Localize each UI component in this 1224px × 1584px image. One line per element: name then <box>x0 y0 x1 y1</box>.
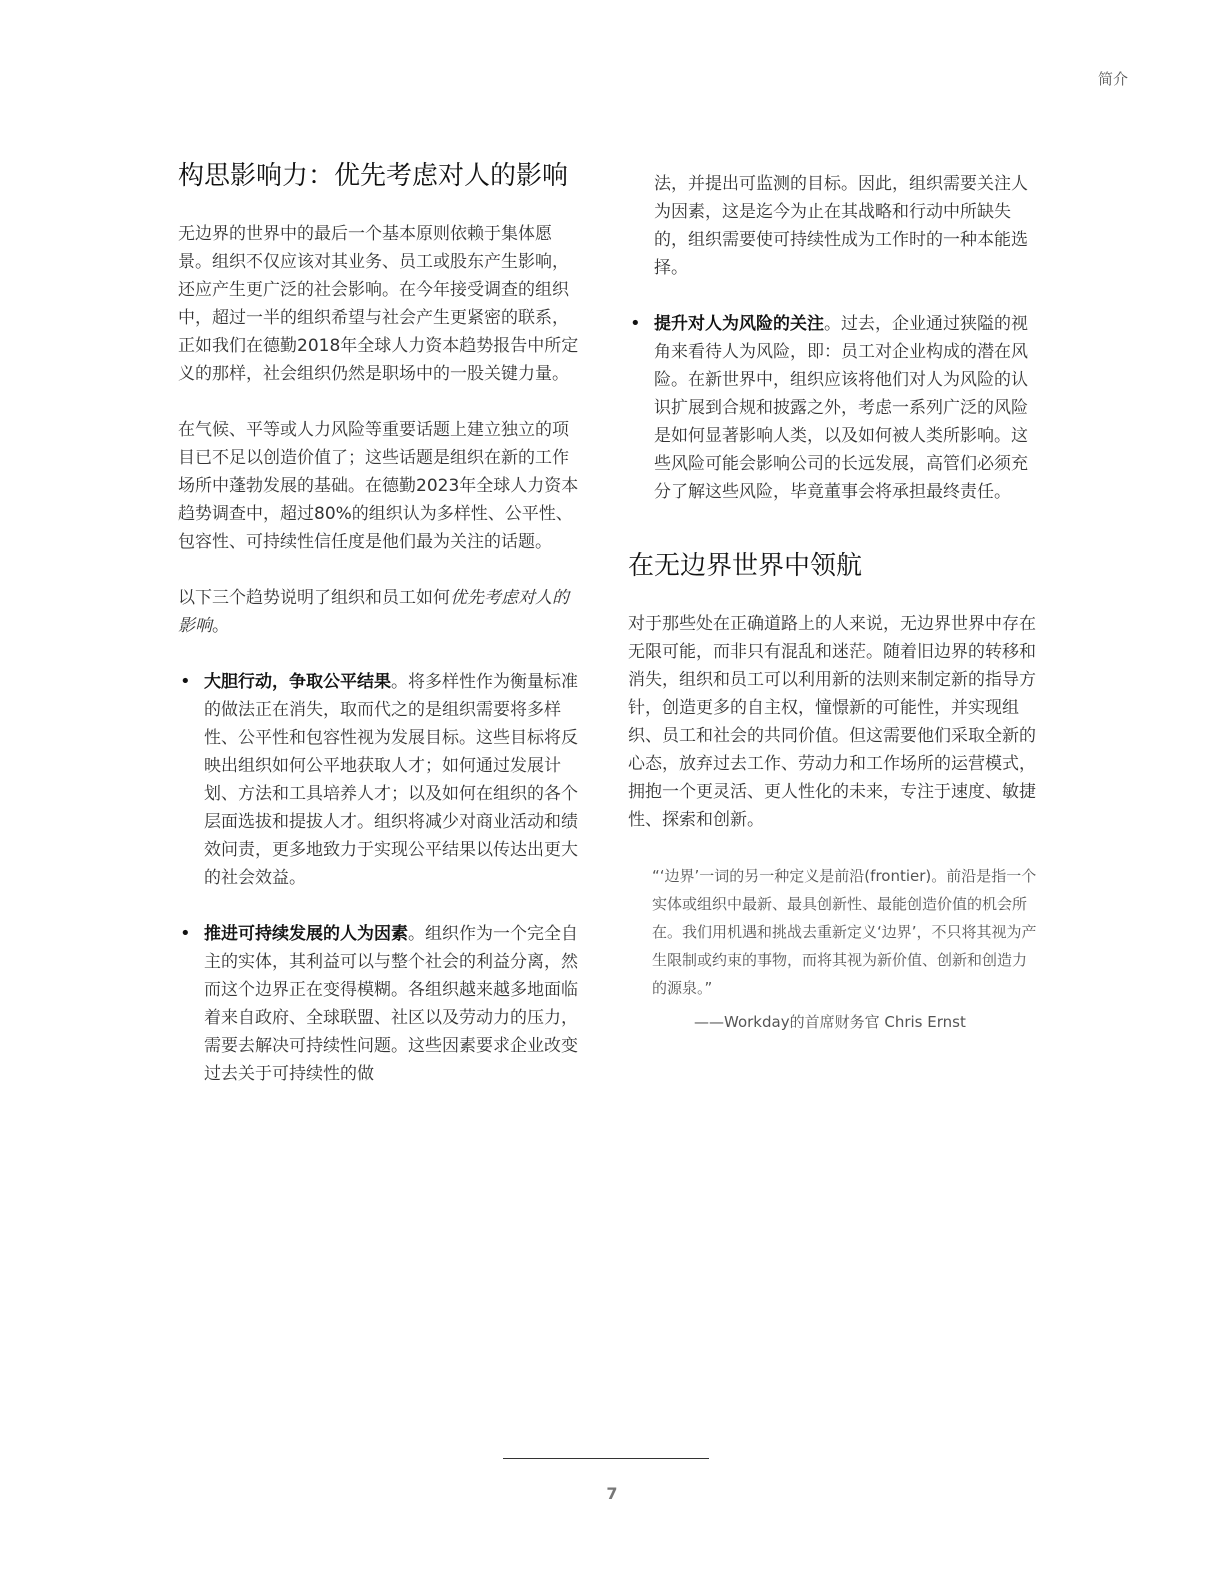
trend-item-equity <box>178 668 583 892</box>
trend-list <box>178 668 583 1088</box>
left-column <box>178 160 583 1088</box>
trend-text-sustainability: 。组织作为一个完全自主的实体，其利益可以与整个社会的利益分离，然而这个边界正在变得模糊。各组织越来越多地面临着来自政府、全球联盟、社区以及劳动力的压力，需要去解决可持续性问题。这些因素要求企业改变过去关于可持续性的做 <box>204 923 578 1084</box>
trend-title-equity: 大胆行动，争取公平结果 <box>204 671 391 692</box>
trend-text-sustainability-continued: 法，并提出可监测的目标。因此，组织需要关注人为因素，这是迄今为止在其战略和行动中所缺失的，组织需要使可持续性成为工作时的一种本能选择。 <box>654 174 1028 278</box>
paragraph-navigate: 对于那些处在正确道路上的人来说，无边界世界中存在无限可能，而非只有混乱和迷茫。随着旧边界的转移和消失，组织和员工可以利用新的法则来制定新的指导方针，创造更多的自主权，憧憬新的可能性，并实现组织、员工和社会的共同价值。但这需要他们采取全新的心态，放弃过去工作、劳动力和工作场所的运营模式，拥抱一个更灵活、更人性化的未来，专注于速度、敏捷性、探索和创新。 <box>628 613 1036 830</box>
trend-item-sustainability <box>178 920 583 1088</box>
trends-intro-text: 以下三个趋势说明了组织和员工如何 <box>178 587 450 608</box>
trend-item-human-risk <box>628 310 1038 506</box>
right-column <box>628 170 1038 1036</box>
pull-quote: “‘边界’一词的另一种定义是前沿(frontier)。前沿是指一个实体或组织中最新、最具创新性、最能创造价值的机会所在。我们用机遇和挑战去重新定义‘边界’，不只将其视为产生限制或约束的事物，而将其视为新价值、创新和创造力的源泉。” <box>652 866 1037 997</box>
section-heading-navigate: 在无边界世界中领航 <box>628 551 863 581</box>
trends-intro-punct: 。 <box>212 615 229 636</box>
paragraph-three-trends <box>178 584 583 640</box>
trend-title-sustainability: 推进可持续发展的人为因素 <box>204 923 408 944</box>
section-label: 简介 <box>1097 70 1128 88</box>
paragraph-topics: 在气候、平等或人力风险等重要话题上建立独立的项目已不足以创造价值了；这些话题是组织在新的工作场所中蓬勃发展的基础。在德勤2023年全球人力资本趋势调查中，超过80%的组织认为多样性、公平性、包容性、可持续性信任度是他们最为关注的话题。 <box>178 419 579 552</box>
trend-title-human-risk: 提升对人为风险的关注 <box>654 314 824 334</box>
trend-text-equity: 。将多样性作为衡量标准的做法正在消失，取而代之的是组织需要将多样性、公平性和包容性视为发展目标。这些目标将反映出组织如何公平地获取人才；如何通过发展计划、方法和工具培养人才；以及如何在组织的各个层面选拔和提拔人才。组织将减少对商业活动和绩效问责，更多地致力于实现公平结果以传达出更大的社会效益。 <box>204 671 578 888</box>
footer-divider <box>503 1458 709 1459</box>
trend-list-continued <box>628 310 1038 506</box>
trends-intro-emphasis: 优先考虑对人的影响 <box>178 587 569 636</box>
section-heading-impact: 构思影响力：优先考虑对人的影响 <box>178 161 569 191</box>
page-number: 7 <box>606 1484 618 1503</box>
trend-text-human-risk: 。过去，企业通过狭隘的视角来看待人为风险，即：员工对企业构成的潜在风险。在新世界中，组织应该将他们对人为风险的认识扩展到合规和披露之外，考虑一系列广泛的风险是如何显著影响人类，以及如何被人类所影响。这些风险可能会影响公司的长远发展，高管们必须充分了解这些风险，毕竟董事会将承担最终责任。 <box>654 314 1028 502</box>
quote-attribution: ——Workday的首席财务官 Chris Ernst <box>694 1012 966 1031</box>
paragraph-collective-vision: 无边界的世界中的最后一个基本原则依赖于集体愿景。组织不仅应该对其业务、员工或股东产生影响，还应产生更广泛的社会影响。在今年接受调查的组织中，超过一半的组织希望与社会产生更紧密的联系，正如我们在德勤2018年全球人力资本趋势报告中所定义的那样，社会组织仍然是职场中的一股关键力量。 <box>178 223 579 384</box>
